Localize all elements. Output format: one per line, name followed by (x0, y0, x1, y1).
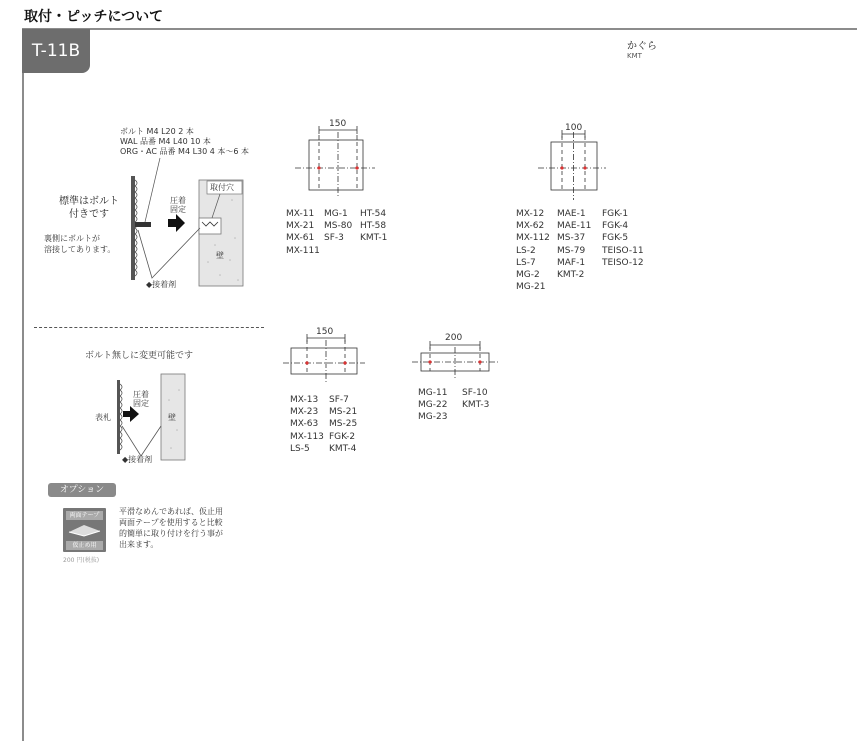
option-line: 両面テープを使用すると比較 (119, 518, 223, 527)
model-item: MS-80 (324, 221, 353, 232)
color-code-block (627, 41, 657, 60)
standard-note-line: 裏側にボルトが (44, 234, 100, 243)
no-bolt-heading: ボルト無しに変更可能です (85, 351, 194, 361)
press-fix-label (170, 196, 186, 214)
model-item: FGK-1 (602, 209, 629, 219)
model-item: MX-11 (286, 209, 315, 219)
model-item: MX-61 (286, 233, 315, 244)
model-item: KMT-2 (557, 270, 585, 281)
color-code: KMT (627, 52, 642, 60)
model-item: MX-112 (516, 233, 550, 244)
title-divider (22, 28, 857, 30)
tape-price: 200 円(税抜) (63, 557, 100, 564)
no-bolt-press-label (133, 390, 149, 408)
front-plate-label: 表札 (95, 413, 111, 422)
model-item: FGK-4 (602, 221, 629, 232)
model-item: MX-23 (290, 407, 319, 418)
model-item: HT-58 (360, 221, 387, 232)
pitch-100-diagram (538, 122, 608, 202)
model-item: MAF-1 (557, 257, 586, 268)
pitch-200-dimension: 200 (445, 333, 463, 343)
model-item: MG-11 (418, 388, 448, 398)
model-item: MS-21 (329, 407, 358, 418)
standard-note (44, 233, 115, 255)
model-item: MAE-11 (557, 221, 592, 232)
pitch-150-models-col2 (324, 208, 352, 245)
model-item: TEISO-11 (602, 245, 644, 256)
mount-hole-label: 取付穴 (210, 183, 234, 192)
model-item: MX-111 (286, 245, 320, 256)
color-name: かぐら (627, 41, 657, 52)
option-line: 的簡単に取り付けを行う事が (119, 529, 223, 538)
pitch-200-models-col2 (462, 387, 489, 411)
model-item: KMT-4 (329, 443, 357, 454)
tape-bottom-label: 仮止め用 (66, 541, 103, 550)
bolt-spec-line: ボルト M4 L20 2 本 (120, 127, 194, 136)
model-item: MG-23 (418, 412, 448, 423)
pitch-150-dimension: 150 (329, 119, 347, 129)
pitch-150b-models-col1 (290, 394, 324, 455)
adhesive-label: ◆接着剤 (146, 280, 177, 289)
product-code-tag: T-11B (22, 29, 90, 73)
model-item: MAE-1 (557, 209, 586, 219)
press-line: 固定 (170, 205, 186, 214)
option-badge: オプション (48, 483, 116, 497)
model-item: LS-5 (290, 443, 310, 454)
model-item: LS-2 (516, 245, 536, 256)
model-item: MX-21 (286, 221, 315, 232)
pitch-150-diagram (295, 118, 385, 198)
model-item: KMT-1 (360, 233, 388, 244)
press-line: 圧着 (170, 196, 186, 205)
section-divider (34, 327, 264, 328)
option-description (119, 506, 223, 550)
model-item: MG-21 (516, 282, 546, 293)
model-item: SF-7 (329, 395, 349, 405)
model-item: SF-3 (324, 233, 344, 244)
model-item: LS-7 (516, 257, 536, 268)
model-item: HT-54 (360, 209, 387, 219)
model-item: FGK-5 (602, 233, 629, 244)
model-item: MG-2 (516, 270, 540, 281)
model-item: SF-10 (462, 388, 488, 398)
left-border (22, 28, 24, 741)
page-title: 取付・ピッチについて (24, 9, 164, 25)
no-bolt-diagram (105, 370, 195, 465)
model-item: FGK-2 (329, 431, 356, 442)
pitch-150b-models-col2 (329, 394, 357, 455)
no-bolt-wall-label: 壁 (168, 413, 176, 422)
model-item: MS-79 (557, 245, 586, 256)
model-item: KMT-3 (462, 400, 490, 411)
model-item: MG-22 (418, 400, 448, 411)
model-item: TEISO-12 (602, 257, 644, 268)
pitch-200-models-col1 (418, 387, 447, 424)
tape-top-label: 両面テープ (66, 511, 103, 520)
model-item: MG-1 (324, 209, 348, 219)
standard-heading-line: 標準はボルト (59, 196, 119, 207)
pitch-100-models-col3 (602, 208, 644, 269)
option-line: 平滑なめんであれば、仮止用 (119, 507, 223, 516)
option-line: 出来ます。 (119, 540, 159, 549)
model-item: MX-62 (516, 221, 545, 232)
standard-heading-line: 付きです (69, 209, 109, 220)
no-bolt-adhesive-label: ◆接着剤 (122, 455, 153, 464)
model-item: MX-12 (516, 209, 545, 219)
pitch-100-dimension: 100 (565, 123, 583, 133)
pitch-150-models-col1 (286, 208, 320, 257)
model-item: MX-113 (290, 431, 324, 442)
press-line: 圧着 (133, 390, 149, 399)
model-item: MS-37 (557, 233, 586, 244)
pitch-100-models-col2 (557, 208, 591, 281)
model-item: MX-13 (290, 395, 319, 405)
pitch-150b-dimension: 150 (316, 327, 334, 337)
model-item: MS-25 (329, 419, 358, 430)
wall-label: 壁 (216, 251, 224, 260)
tape-strip-icon (66, 522, 103, 538)
pitch-100-models-col1 (516, 208, 550, 293)
bolt-install-diagram (120, 150, 250, 290)
bolt-spec-line: WAL 品番 M4 L40 10 本 (120, 137, 211, 146)
model-item: MX-63 (290, 419, 319, 430)
standard-note-line: 溶接してあります。 (44, 245, 116, 254)
bolt-spec-line: ORG・AC 品番 M4 L30 4 本～6 本 (120, 147, 250, 156)
pitch-150-models-col3 (360, 208, 387, 245)
press-line: 固定 (133, 399, 149, 408)
